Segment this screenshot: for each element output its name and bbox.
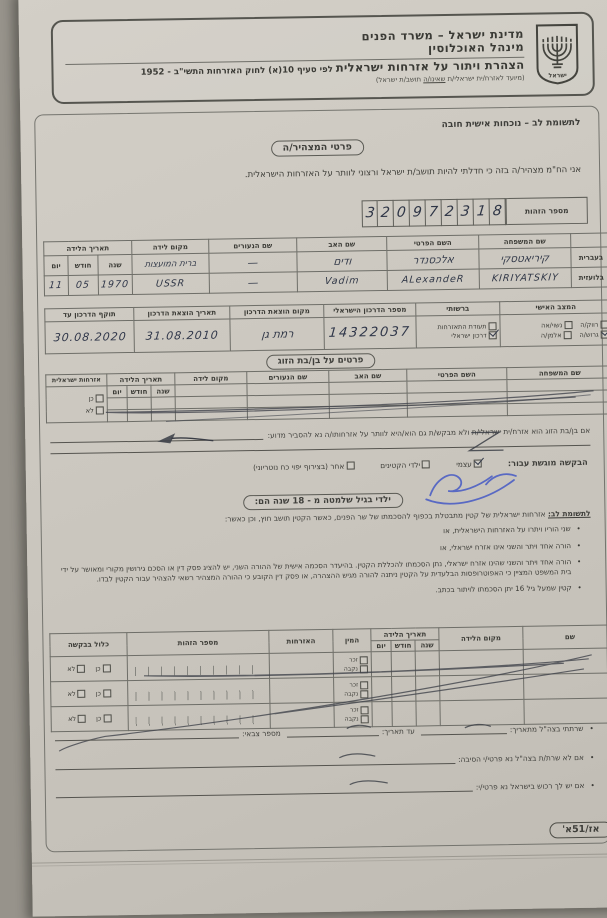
spouse-col-father: שם האב	[329, 369, 407, 382]
form-body-box	[34, 106, 607, 853]
col-valid-until: תוקף הדרכון עד	[45, 307, 134, 321]
spouse-subcol-month: חודש	[127, 385, 151, 397]
checkbox-married: נשוי/אה	[541, 321, 572, 329]
id-digit-cell: 3	[458, 199, 474, 226]
spouse-col-maiden: שם הנעורים	[247, 370, 329, 383]
menorah-emblem-icon	[534, 21, 581, 88]
checkbox-divorced: גרוש/ה	[579, 330, 607, 338]
child-sex-cell: זכר נקבה	[334, 702, 372, 728]
property-details-blank	[56, 782, 473, 799]
child-included-cell: כן לא	[51, 681, 128, 707]
birth-month-value: 05	[68, 275, 98, 295]
spouse-subcol-day: יום	[107, 386, 127, 398]
checkbox-minor-children: ילדי הקטינים	[380, 460, 430, 470]
spouse-explain-prompt: אם בן/בת הזוג הוא אזרח/ית ישראלי/ת ולא מבקש/ת גם הוא/היא לוותר על אזרחותו/ה נא להסביר מדוע:	[267, 425, 591, 440]
header-text-block	[59, 28, 529, 89]
spouse-col-first: השם הפרטי	[407, 368, 507, 382]
checkbox-israeli-passport: דרכון ישראלי	[451, 331, 497, 340]
personal-details-table	[43, 232, 607, 296]
child-sex-cell: זכר נקבה	[333, 652, 371, 678]
minors-bullet-3: • הורה אחד ויתר והשני שהינו אזרח ישראלי, נתן הסכמתו להכללת הקטין. בהיעדר הסכמה אישית של ההורה השני, יש להציג פסק דין או הסכם גירושין מקורי ומאושר על ידי בית המשפט המציין כי האפוטרופסות הבלעדית על הקטין ניתנה להורה מגיש ההצהרה, או פסק דין הקובע כי ההורה המצהיר רשאי להצהיר עבור הקטין לבדו.	[54, 557, 581, 584]
divorced-checkbox-checked-icon	[601, 330, 607, 338]
z-pen-mark	[465, 430, 505, 457]
property-label: אם יש לך רכוש בישראל נא פרטי/י:	[475, 780, 585, 792]
minors-bullet-2: • הורה אחד ויתר והשני אינו אזרח ישראלי, או	[54, 540, 581, 558]
birth-place-hebrew: ברית המועצות	[132, 253, 209, 274]
property-line: • אם יש לך רכוש בישראל נא פרטי/י:	[56, 780, 595, 798]
child-col-included: כלול בבקשה	[50, 633, 127, 657]
child-included-cell: כן לא	[50, 656, 127, 682]
married-checkbox-icon	[564, 321, 572, 329]
scanned-form-paper	[18, 0, 607, 917]
declaration-statement: אני הח"מ מצהיר/ה בזה כי חדלתי להיות תושב/ת ישראל ורצוני לוותר על האזרחות הישראלית.	[244, 164, 582, 181]
child-col-birth-date: תאריך הלידה	[371, 628, 439, 641]
form-title-main: הצהרת ויתור על אזרחות ישראלית	[335, 57, 525, 75]
possession-cell	[416, 315, 500, 348]
row-label-hebrew: בעברית	[571, 247, 607, 268]
row-label-latin: בלועזית	[571, 267, 607, 288]
child-col-citizenship: האזרחות	[269, 629, 333, 653]
child-sex-cell: זכר נקבה	[334, 677, 372, 703]
form-header	[51, 12, 595, 105]
issue-place-value: רמת גן	[230, 317, 324, 350]
minors-note-text: אזרחות ישראלית של קטין מתבטלת בכפוף להסכמתו של שר הפנים, כאשר הקטין תושב חוץ, וכן כאשר:	[224, 509, 548, 524]
army-until-label: עד תאריך:	[381, 726, 415, 737]
no-service-reason-line: • אם לא שרת/ת בצה"ל נא פרטי/י הסיבה:	[55, 752, 594, 770]
id-digit-cell: 7	[426, 199, 442, 226]
request-for-label: הבקשה מוגשת עבור:	[507, 456, 588, 469]
maiden-name-hebrew: —	[209, 252, 297, 273]
birth-place-latin: USSR	[132, 273, 209, 294]
id-digit-cell: 1	[474, 198, 490, 225]
child-col-name: שם	[523, 625, 607, 649]
minors-bullet-1: • שני הוריו ויתרו על האזרחות הישראלית, או	[54, 524, 581, 542]
checkbox-other: אחר (בצירוף יפוי כח נוטריוני)	[253, 461, 354, 472]
paper-bottom-crease	[32, 853, 607, 866]
col-issue-place: מקום הוצאת הדרכון	[230, 304, 324, 318]
minors-section-title: ילדי בגיל שלמטה מ - 18 שנה הם:	[243, 493, 403, 511]
family-name-hebrew: קיריאטסקי	[479, 248, 571, 269]
child-subcol-month: חודש	[391, 640, 415, 651]
child-included-cell: כן לא	[51, 706, 128, 732]
checkbox-naturalization-cert: תעודת התאזרחות	[437, 322, 496, 331]
id-digit-cell: 3	[362, 200, 378, 227]
col-birth-place: מקום לידה	[132, 239, 209, 254]
valid-until-value: 30.08.2020	[45, 320, 134, 353]
spouse-citizenship-yes: כן	[88, 394, 103, 402]
spouse-col-family: שם המשפחה	[507, 366, 607, 380]
child-col-birth-place: מקום הלידה	[439, 626, 523, 650]
emblem-caption: ישראל	[548, 72, 567, 80]
israel-state-emblem	[528, 21, 587, 88]
widowed-checkbox-icon	[563, 331, 571, 339]
family-name-latin: KIRIYATSKIY	[479, 268, 571, 289]
id-number-label: מספר הזהות	[506, 197, 588, 225]
col-maiden-name: שם הנעורים	[209, 238, 297, 253]
not-served-label: אם לא שרת/ת בצה"ל נא פרטי/י הסיבה:	[457, 752, 585, 764]
id-digit-cell: 2	[378, 200, 394, 227]
father-name-hebrew: ודים	[297, 250, 387, 271]
form-title-rest: לפי סעיף 10(א) לחוק האזרחות התשי"ב - 1952	[140, 64, 333, 78]
checkbox-single: רווק/ה	[580, 320, 607, 328]
ministry-line-1: מדינת ישראל – משרד הפנים	[361, 26, 525, 44]
col-issue-date: תאריך הוצאת הדרכון	[134, 306, 230, 321]
col-possession: ברשותי	[416, 302, 500, 316]
declarant-section-title: פרטי המצהיר/ה	[271, 139, 364, 156]
col-family-name: שם המשפחה	[479, 234, 571, 249]
checkbox-self: עצמי	[456, 459, 482, 468]
spouse-explain-blank-line-2	[50, 445, 590, 454]
first-name-hebrew: אלכסנדר	[387, 249, 479, 270]
checkbox-widowed: אלמן/ה	[541, 331, 572, 339]
birth-year-value: 1970	[98, 274, 132, 295]
minors-bullet-4: • קטין שמעל גיל 16 יתן הסכמתו לויתור בכתב.	[55, 583, 582, 601]
army-served-label: שרתתי בצה"ל מתאריך:	[509, 723, 584, 735]
arrow-pen-doodle	[155, 429, 215, 452]
issue-date-value: 31.08.2010	[134, 319, 230, 353]
attendance-notice: לתשומת לב – נוכחות אישית חובה	[441, 117, 581, 131]
form-subtitle: (מיועד לאזרח/ית ישראלי/ת שאינו/ה תושב/ת ישראל)	[375, 73, 525, 85]
id-digit-cell: 8	[490, 198, 506, 225]
marital-status-cell	[500, 313, 607, 347]
father-name-latin: Vadim	[297, 270, 387, 291]
passport-table	[44, 299, 607, 354]
maiden-name-latin: —	[209, 272, 297, 293]
spouse-col-birth-date: תאריך הלידה	[107, 373, 175, 386]
child-col-id-number: מספר הזהות	[127, 630, 269, 655]
first-name-latin: ALexandeR	[387, 269, 479, 290]
passport-number-value: 14322037	[324, 316, 416, 349]
spouse-col-citizenship: אזרחות ישראלית	[46, 374, 107, 387]
id-digit-cell: 0	[394, 200, 410, 227]
spouse-col-birth-place: מקום לידה	[175, 372, 247, 385]
spouse-subcol-year: שנה	[151, 385, 175, 397]
spouse-citizenship-no: לא	[86, 406, 104, 414]
col-marital-status: המצב האישי	[500, 300, 607, 315]
other-checkbox-icon	[346, 461, 354, 469]
child-subcol-year: שנה	[415, 640, 439, 651]
minors-bullet-list	[54, 524, 582, 608]
spouse-row-strikethrough-pen-mark	[45, 374, 607, 431]
ministry-line-2: מינהל האוכלוסין	[427, 39, 525, 56]
child-col-sex: המין	[333, 629, 371, 653]
spouse-section-title: פרטים על בן/בת הזוג	[266, 353, 376, 370]
army-service-line: • שרתתי בצה"ל מתאריך: עד תאריך: מספר צבאי:	[55, 723, 594, 741]
pen-dash-mark	[346, 776, 406, 789]
minors-note-label: לתשומת לב:	[547, 508, 591, 519]
pen-dash-mark	[335, 749, 395, 762]
minors-note	[53, 509, 590, 526]
form-code-badge: אז/51א'	[549, 821, 607, 838]
subcol-year: שנה	[98, 254, 132, 275]
id-digit-cell: 2	[442, 199, 458, 226]
col-birth-date: תאריך הלידה	[44, 240, 132, 255]
col-passport-number: מספר הדרכון הישראלי	[324, 303, 416, 317]
subcol-month: חודש	[68, 255, 98, 275]
military-id-label: מספר צבאי:	[242, 728, 281, 739]
id-number-row	[362, 197, 588, 228]
birth-day-value: 11	[44, 275, 68, 295]
subcol-day: יום	[44, 255, 68, 275]
child-subcol-day: יום	[371, 640, 391, 651]
declarant-signature	[416, 460, 527, 512]
passport-checkbox-checked-icon	[489, 331, 497, 339]
id-digit-cell: 9	[410, 199, 426, 226]
col-first-name: השם הפרטי	[387, 235, 479, 250]
col-father-name: שם האב	[297, 236, 387, 251]
